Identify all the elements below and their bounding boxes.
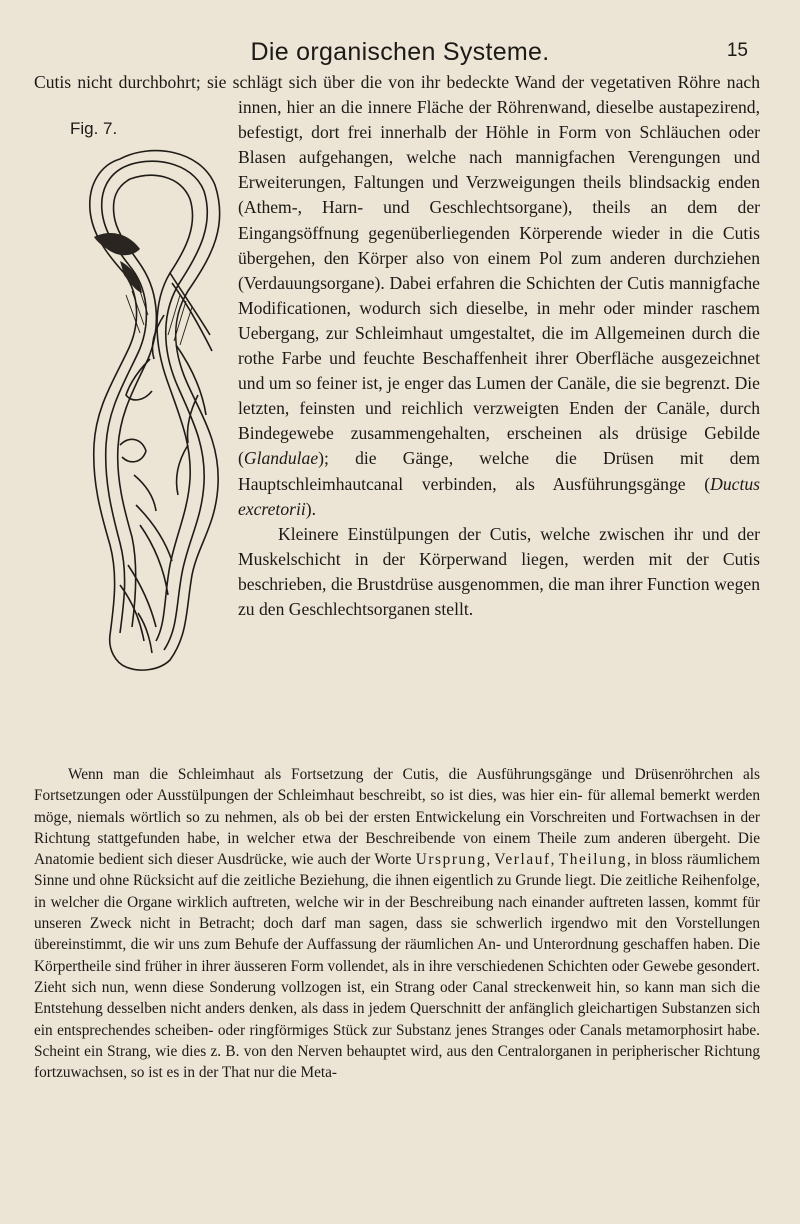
lower-text-block: Wenn man die Schleimhaut als Fortsetzung der Cutis, die Ausführungsgänge und Drüsenröhrchen als Fortsetzungen oder Ausstülpungen der Schleimhaut beschreibt, so ist dies, was hier ein- für allemal bemerkt werden möge, niemals wörtlich so zu nehmen, als ob bei der ersten Entwickelung ein Vorschreiten und Fortwachsen in der Richtung stattgefunden habe, in welcher etwa der Beschreibende von einem Theile zum anderen übergeht. Die Anatomie bedient sich dieser Ausdrücke, wie auch der Worte Ursprung, Verlauf, Theilung, in bloss räumlichem Sinne und ohne Rücksicht auf die zeitliche Beziehung, die ihnen eigentlich zu Grunde liegt. Die zeitliche Reihenfolge, in welcher die Organe wirklich auftreten, welche wir in der Beschreibung nach einander auftreten lassen, kommt für unseren Zweck nicht in Betracht; doch darf man sagen, dass sie schwerlich irgendwo mit den Vorstellungen übereinstimmt, die wir uns zum Behufe der Auffassung der räumlichen An- und Unterordnung geschaffen haben. Die Körpertheile sind früher in ihrer äusseren Form vollendet, als in ihre verschiedenen Schichten oder Gewebe gesondert. Zieht sich nun, wenn diese Sonderung vollzogen ist, ein Strang oder Canal streckenweit hin, so kann man sich die Entstehung desselben nicht anders denken, als dass in jedem Querschnitt der anfänglich gleichartigen Substanzen sich ein entsprechendes scheiben- oder ringförmiges Stück zur Substanz jenes Stranges oder Canals metamorphosirt habe. Scheint ein Strang, wie dies z. B. von den Nerven behauptet wird, aus den Centralorganen in peripherischer Richtung fortzuwachsen, so ist es in der That nur die Meta- <box>34 766 760 1082</box>
lower-paragraph-end: , in bloss räumlichem Sinne und ohne Rücksicht auf die zeitliche Beziehung, die ihnen eigentlich zu Grunde liegt. Die zeitliche Reihenfolge, in welcher die Organe wirklich auftreten, welche wir in der Beschreibung nach einander auftreten lassen, kommt für unseren Zweck nicht in Betracht; doch darf man sagen, dass sie schwerlich irgendwo mit den Vorstellungen übereinstimmt, die wir uns zum Behufe der Auffassung der räumlichen An- und Unterordnung geschaffen haben. Die Körpertheile sind früher in ihrer äusseren Form vollendet, als in ihre verschiedenen Schichten oder Gewebe gesondert. Zieht sich nun, wenn diese Sonderung vollzogen ist, ein Strang oder Canal streckenweit hin, so kann man sich die Entstehung desselben nicht anders denken, als dass in jedem Querschnitt der anfänglich gleichartigen Substanzen sich ein entsprechendes scheiben- oder ringförmiges Stück zur Substanz jenes Stranges oder Canals metamorphosirt habe. Scheint ein Strang, wie dies z. B. von den Nerven behauptet wird, aus den Centralorganen in peripherischer Richtung fortzuwachsen, so ist es in der That nur die Meta- <box>34 851 760 1082</box>
lower-paragraph-start: Wenn man die Schleimhaut als Fortsetzung der Cutis, die Ausführungsgänge und Drüsenröhrchen als Fortsetzungen oder Ausstülpungen der Schleimhaut beschreibt, so ist dies, was hier ein- für allemal bemerkt werden möge, niemals wörtlich so zu nehmen, als ob bei der ersten Entwickelung ein Vorschreiten und Fortwachsen in der Richtung stattgefunden habe, in welcher etwa der Beschreibende von einem Theile zum anderen übergeht. Die Anatomie bedient sich dieser Ausdrücke, wie auch der Worte <box>34 766 760 869</box>
upper-text-block <box>34 70 760 670</box>
term-ursprung: Ursprung <box>415 851 487 869</box>
term-glandulae: Glandulae <box>243 448 319 469</box>
upper-paragraph-1-end: ). <box>305 498 317 519</box>
term-verlauf: Verlauf <box>494 851 551 869</box>
figure-7 <box>34 70 230 670</box>
upper-paragraph-1: Cutis nicht durchbohrt; sie schlägt sich über die von ihr bedeckte Wand der vegetativen Röhre nach innen, hier an die innere Fläche der Röhrenwand, dieselbe austapezirend, befestigt, dort frei innerhalb der Höhle in Form von Schläuchen oder Blasen aufgehangen, welche nach mannigfachen Verengungen und Erweiterungen, Faltungen und Verzweigungen theils blindsackig enden (Athem-, Harn- und Geschlechtsorgane), theils an dem der Eingangsöffnung gegenüberliegenden Körperende wieder in die Cutis übergehen, den Körper also von einem Pol zum anderen durchziehen (Verdauungsorgane). Dabei erfahren die Schichten der Cutis mannigfache Modificationen, wodurch sich dieselbe, in mehr oder minder raschem Uebergang, zur Schleimhaut umgestaltet, die im Allgemeinen durch die rothe Farbe und feuchte Beschaffenheit ihrer Oberfläche ausgezeichnet und um so feiner ist, je enger das Lumen der Canäle, die sie begrenzt. Die letzten, feinsten und reichlich verzweigten Enden der Canäle, durch Bindegewebe zusammengehalten, erscheinen als drüsige Gebilde ( <box>34 72 760 469</box>
term-theilung: Theilung <box>558 851 627 869</box>
page-number: 15 <box>726 40 748 61</box>
page-header <box>0 38 800 68</box>
running-title: Die organischen Systeme. <box>250 38 550 66</box>
upper-paragraph-1-cont: ); die Gänge, welche die Drüsen mit dem Hauptschleimhautcanal verbinden, als Ausführungsgänge ( <box>238 448 760 494</box>
figure-label: Fig. 7. <box>70 119 118 138</box>
upper-paragraph-2: Kleinere Einstülpungen der Cutis, welche zwischen ihr und der Muskelschicht in der Körperwand liegen, werden mit der Cutis beschrieben, die Brustdrüse ausgenommen, die man ihrer Function wegen zu den Geschlechtsorganen stellt. <box>238 523 760 619</box>
term-ductus-excretorii: Ductus excretorii <box>238 473 760 519</box>
anatomical-tube-illustration <box>80 145 230 675</box>
